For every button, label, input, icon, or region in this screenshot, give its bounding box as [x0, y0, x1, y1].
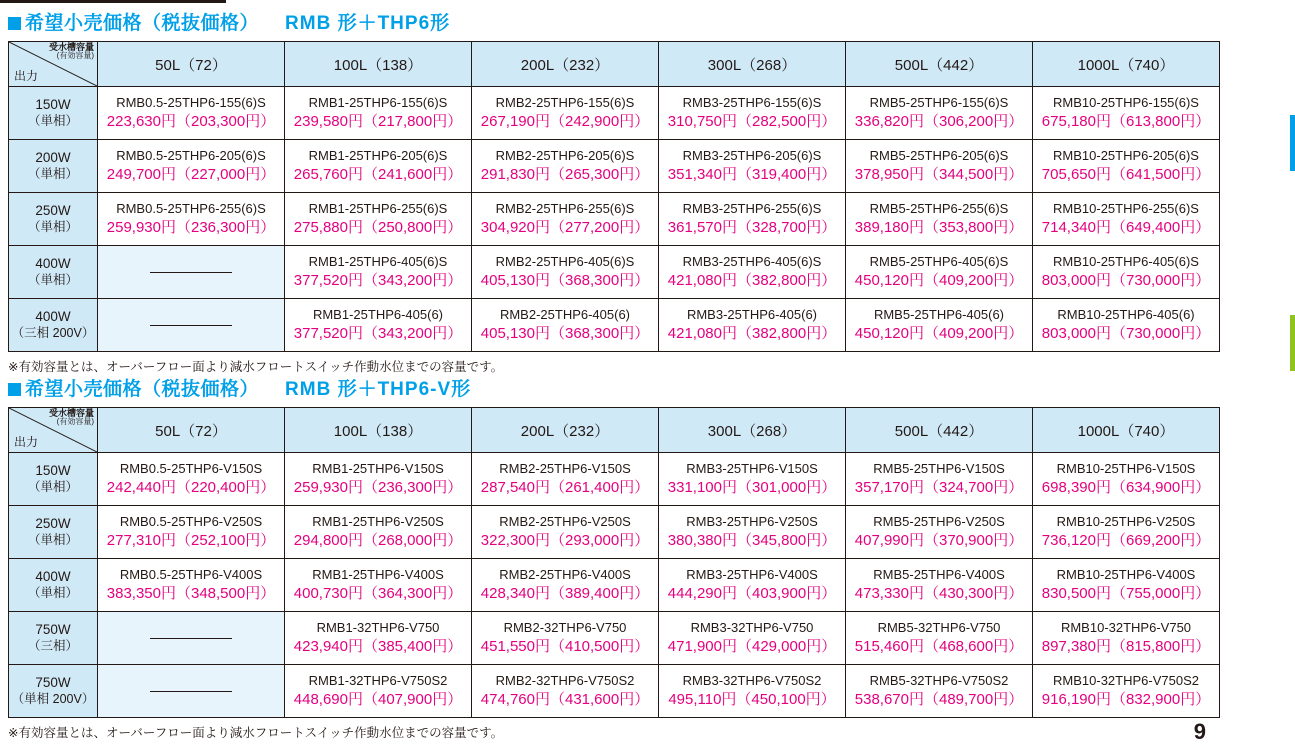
- price-cell: [1033, 612, 1220, 665]
- price-cell: [659, 140, 846, 193]
- price-cell: [98, 193, 285, 246]
- price-value: 405,130円（368,300円）: [480, 271, 650, 289]
- price-cell: [846, 453, 1033, 506]
- price-cell: [846, 87, 1033, 140]
- model-code: RMB0.5-25THP6-155(6)S: [116, 94, 266, 110]
- price-cell-empty: [98, 612, 285, 665]
- price-value: 736,120円（669,200円）: [1041, 531, 1211, 549]
- model-code: RMB5-25THP6-155(6)S: [869, 94, 1009, 110]
- price-value: 267,190円（242,900円）: [480, 112, 650, 130]
- price-cell: [846, 612, 1033, 665]
- price-cell: [846, 140, 1033, 193]
- model-code: RMB1-25THP6-V400S: [312, 566, 444, 582]
- price-cell: [472, 246, 659, 299]
- model-code: RMB5-25THP6-405(6)S: [869, 253, 1009, 269]
- price-cell: [285, 299, 472, 352]
- price-cell: [98, 140, 285, 193]
- model-code: RMB0.5-25THP6-V150S: [119, 460, 263, 476]
- price-cell-empty: [98, 299, 285, 352]
- table-row: [9, 87, 1220, 140]
- row-header-line2: （三相）: [27, 638, 78, 653]
- price-value: 389,180円（353,800円）: [854, 218, 1024, 236]
- table-row: [9, 193, 1220, 246]
- price-value: 383,350円（348,500円）: [106, 584, 276, 602]
- price-cell: [285, 193, 472, 246]
- footnote: ※有効容量とは、オーバーフロー面より減水フロートスイッチ作動水位までの容量です。: [8, 360, 504, 374]
- price-cell: [98, 559, 285, 612]
- table-row: [9, 246, 1220, 299]
- row-header-line1: 250W: [35, 515, 71, 531]
- price-cell: [846, 506, 1033, 559]
- model-code: RMB2-32THP6-V750: [503, 619, 627, 635]
- column-header: 50L（72）: [98, 42, 285, 87]
- table-body: [9, 87, 1220, 352]
- row-header: [9, 612, 98, 665]
- row-header: [9, 246, 98, 299]
- row-header-line1: 150W: [35, 96, 71, 112]
- model-code: RMB10-25THP6-405(6)S: [1053, 253, 1199, 269]
- row-header-line1: 200W: [35, 149, 71, 165]
- square-bullet-icon: [8, 383, 21, 396]
- corner-header-cell: [9, 408, 98, 453]
- price-cell: [1033, 140, 1220, 193]
- model-code: RMB10-25THP6-155(6)S: [1053, 94, 1199, 110]
- price-value: 277,310円（252,100円）: [106, 531, 276, 549]
- price-value: 265,760円（241,600円）: [293, 165, 463, 183]
- not-available-dash: [150, 272, 232, 273]
- section-subtitle: RMB 形＋THP6形: [285, 13, 451, 34]
- section-header: [8, 374, 1220, 401]
- price-value: 259,930円（236,300円）: [293, 478, 463, 496]
- price-cell: [846, 246, 1033, 299]
- model-code: RMB2-25THP6-155(6)S: [495, 94, 635, 110]
- price-value: 473,330円（430,300円）: [854, 584, 1024, 602]
- corner-top-line2: (有効容量): [56, 417, 94, 427]
- edge-mark-blue: [1290, 115, 1295, 171]
- price-value: 538,670円（489,700円）: [854, 690, 1024, 708]
- price-cell: [1033, 506, 1220, 559]
- model-code: RMB5-32THP6-V750S2: [869, 672, 1009, 688]
- model-code: RMB3-32THP6-V750S2: [682, 672, 822, 688]
- price-cell: [472, 665, 659, 718]
- price-cell: [659, 506, 846, 559]
- not-available-dash: [150, 325, 232, 326]
- row-header-line1: 750W: [35, 674, 71, 690]
- model-code: RMB10-25THP6-V150S: [1056, 460, 1196, 476]
- price-cell-empty: [98, 246, 285, 299]
- model-code: RMB10-25THP6-405(6): [1057, 306, 1195, 322]
- price-cell: [285, 87, 472, 140]
- not-available-dash: [150, 638, 232, 639]
- model-code: RMB10-25THP6-255(6)S: [1053, 200, 1199, 216]
- price-table-thp6: [8, 41, 1220, 352]
- price-value: 803,000円（730,000円）: [1041, 271, 1211, 289]
- corner-top-caption: [49, 43, 94, 61]
- not-available-dash: [150, 691, 232, 692]
- column-header: 100L（138）: [285, 42, 472, 87]
- model-code: RMB3-25THP6-255(6)S: [682, 200, 822, 216]
- corner-top-line2: (有効容量): [56, 51, 94, 61]
- price-value: 714,340円（649,400円）: [1041, 218, 1211, 236]
- table-header: [9, 42, 1220, 87]
- model-code: RMB1-25THP6-V250S: [312, 513, 444, 529]
- price-cell: [1033, 453, 1220, 506]
- price-cell: [659, 246, 846, 299]
- price-value: 405,130円（368,300円）: [480, 324, 650, 342]
- price-value: 423,940円（385,400円）: [293, 637, 463, 655]
- model-code: RMB5-25THP6-405(6): [873, 306, 1005, 322]
- price-value: 304,920円（277,200円）: [480, 218, 650, 236]
- row-header: [9, 559, 98, 612]
- price-value: 897,380円（815,800円）: [1041, 637, 1211, 655]
- price-cell: [846, 299, 1033, 352]
- model-code: RMB0.5-25THP6-255(6)S: [116, 200, 266, 216]
- corner-top-caption: [49, 409, 94, 427]
- price-cell: [472, 559, 659, 612]
- price-value: 705,650円（641,500円）: [1041, 165, 1211, 183]
- row-header: [9, 193, 98, 246]
- row-header-line2: （単相）: [27, 113, 78, 128]
- price-cell: [285, 665, 472, 718]
- table-row: [9, 612, 1220, 665]
- price-cell: [472, 87, 659, 140]
- model-code: RMB1-32THP6-V750S2: [308, 672, 448, 688]
- price-value: 803,000円（730,000円）: [1041, 324, 1211, 342]
- model-code: RMB3-25THP6-V250S: [686, 513, 818, 529]
- table-row: [9, 665, 1220, 718]
- model-code: RMB10-32THP6-V750: [1060, 619, 1192, 635]
- corner-bottom-caption: 出力: [14, 69, 39, 83]
- row-header-line1: 400W: [35, 568, 71, 584]
- top-rule: [0, 0, 226, 3]
- model-code: RMB1-25THP6-V150S: [312, 460, 444, 476]
- price-value: 698,390円（634,900円）: [1041, 478, 1211, 496]
- price-cell: [472, 506, 659, 559]
- table-body: [9, 453, 1220, 718]
- footnote: ※有効容量とは、オーバーフロー面より減水フロートスイッチ作動水位までの容量です。: [8, 726, 504, 740]
- model-code: RMB0.5-25THP6-205(6)S: [116, 147, 266, 163]
- model-code: RMB2-25THP6-405(6): [499, 306, 631, 322]
- price-value: 291,830円（265,300円）: [480, 165, 650, 183]
- row-header-line2: （単相 200V）: [11, 691, 95, 706]
- price-value: 495,110円（450,100円）: [668, 690, 836, 708]
- section-title: 希望小売価格（税抜価格）: [25, 13, 260, 34]
- price-cell: [846, 193, 1033, 246]
- price-cell: [285, 559, 472, 612]
- model-code: RMB2-25THP6-V400S: [499, 566, 631, 582]
- row-header: [9, 87, 98, 140]
- price-cell: [285, 506, 472, 559]
- row-header: [9, 665, 98, 718]
- model-code: RMB5-25THP6-V150S: [873, 460, 1005, 476]
- price-value: 450,120円（409,200円）: [854, 271, 1024, 289]
- corner-top-line1: 受水槽容量: [48, 42, 94, 52]
- row-header-line1: 150W: [35, 462, 71, 478]
- price-value: 377,520円（343,200円）: [293, 324, 463, 342]
- section-header: [8, 8, 1220, 35]
- price-value: 448,690円（407,900円）: [293, 690, 463, 708]
- model-code: RMB1-25THP6-405(6)S: [308, 253, 448, 269]
- model-code: RMB10-32THP6-V750S2: [1053, 672, 1199, 688]
- corner-bottom-caption: 出力: [14, 435, 39, 449]
- price-value: 223,630円（203,300円）: [106, 112, 276, 130]
- corner-header-cell: [9, 42, 98, 87]
- price-cell: [1033, 665, 1220, 718]
- price-value: 294,800円（268,000円）: [293, 531, 463, 549]
- price-cell: [285, 140, 472, 193]
- price-cell: [1033, 87, 1220, 140]
- column-header: 1000L（740）: [1033, 42, 1220, 87]
- price-cell: [659, 612, 846, 665]
- section-thp6: [8, 8, 1220, 375]
- row-header-line1: 400W: [35, 308, 71, 324]
- header-row: [9, 42, 1220, 87]
- row-header-line2: （単相）: [27, 532, 78, 547]
- price-value: 444,290円（403,900円）: [667, 584, 837, 602]
- model-code: RMB3-25THP6-V400S: [686, 566, 818, 582]
- model-code: RMB0.5-25THP6-V400S: [119, 566, 263, 582]
- square-bullet-icon: [8, 17, 21, 30]
- row-header: [9, 506, 98, 559]
- price-value: 451,550円（410,500円）: [480, 637, 650, 655]
- price-value: 675,180円（613,800円）: [1041, 112, 1211, 130]
- model-code: RMB5-25THP6-V400S: [873, 566, 1005, 582]
- price-value: 515,460円（468,600円）: [854, 637, 1024, 655]
- price-cell: [472, 612, 659, 665]
- price-value: 450,120円（409,200円）: [854, 324, 1024, 342]
- price-value: 407,990円（370,900円）: [854, 531, 1024, 549]
- page-number: 9: [1193, 719, 1206, 744]
- price-cell: [659, 453, 846, 506]
- price-value: 310,750円（282,500円）: [667, 112, 837, 130]
- price-cell: [472, 193, 659, 246]
- model-code: RMB1-25THP6-405(6): [312, 306, 444, 322]
- table-row: [9, 140, 1220, 193]
- row-header-line2: （単相）: [27, 479, 78, 494]
- row-header-line1: 250W: [35, 202, 71, 218]
- model-code: RMB1-25THP6-205(6)S: [308, 147, 448, 163]
- row-header: [9, 299, 98, 352]
- model-code: RMB3-25THP6-205(6)S: [682, 147, 822, 163]
- model-code: RMB5-25THP6-V250S: [873, 513, 1005, 529]
- price-value: 275,880円（250,800円）: [293, 218, 463, 236]
- column-header: 200L（232）: [472, 42, 659, 87]
- model-code: RMB2-25THP6-255(6)S: [495, 200, 635, 216]
- price-value: 830,500円（755,000円）: [1041, 584, 1211, 602]
- section-thp6-v: [8, 374, 1220, 744]
- price-cell: [659, 665, 846, 718]
- header-row: [9, 408, 1220, 453]
- model-code: RMB2-25THP6-V150S: [499, 460, 631, 476]
- table-row: [9, 453, 1220, 506]
- row-header: [9, 140, 98, 193]
- price-value: 259,930円（236,300円）: [106, 218, 276, 236]
- price-cell: [472, 299, 659, 352]
- model-code: RMB3-25THP6-155(6)S: [682, 94, 822, 110]
- row-header-line2: （単相）: [27, 219, 78, 234]
- price-cell: [846, 559, 1033, 612]
- price-value: 249,700円（227,000円）: [106, 165, 276, 183]
- model-code: RMB3-32THP6-V750: [690, 619, 814, 635]
- price-cell: [1033, 193, 1220, 246]
- price-cell: [1033, 299, 1220, 352]
- price-cell: [846, 665, 1033, 718]
- column-header: 1000L（740）: [1033, 408, 1220, 453]
- price-value: 400,730円（364,300円）: [293, 584, 463, 602]
- model-code: RMB5-32THP6-V750: [877, 619, 1001, 635]
- price-value: 474,760円（431,600円）: [480, 690, 650, 708]
- price-value: 421,080円（382,800円）: [667, 271, 837, 289]
- table-row: [9, 506, 1220, 559]
- price-value: 380,380円（345,800円）: [667, 531, 837, 549]
- row-header-line2: （単相）: [27, 166, 78, 181]
- price-value: 331,100円（301,000円）: [667, 478, 837, 496]
- column-header: 300L（268）: [659, 408, 846, 453]
- row-header-line1: 400W: [35, 255, 71, 271]
- price-cell: [659, 193, 846, 246]
- price-value: 322,300円（293,000円）: [480, 531, 650, 549]
- price-cell: [472, 453, 659, 506]
- model-code: RMB3-25THP6-405(6)S: [682, 253, 822, 269]
- model-code: RMB10-25THP6-V400S: [1056, 566, 1196, 582]
- model-code: RMB2-32THP6-V750S2: [495, 672, 635, 688]
- price-cell: [98, 87, 285, 140]
- price-value: 336,820円（306,200円）: [854, 112, 1024, 130]
- model-code: RMB5-25THP6-255(6)S: [869, 200, 1009, 216]
- price-value: 361,570円（328,700円）: [667, 218, 837, 236]
- section-title: 希望小売価格（税抜価格）: [25, 379, 260, 400]
- section-subtitle: RMB 形＋THP6-V形: [285, 379, 472, 400]
- table-header: [9, 408, 1220, 453]
- price-value: 378,950円（344,500円）: [854, 165, 1024, 183]
- model-code: RMB2-25THP6-205(6)S: [495, 147, 635, 163]
- price-cell: [1033, 559, 1220, 612]
- price-cell: [98, 506, 285, 559]
- price-cell: [285, 246, 472, 299]
- price-cell: [659, 87, 846, 140]
- model-code: RMB3-25THP6-V150S: [686, 460, 818, 476]
- price-value: 421,080円（382,800円）: [667, 324, 837, 342]
- column-header: 100L（138）: [285, 408, 472, 453]
- price-value: 428,340円（389,400円）: [480, 584, 650, 602]
- edge-mark-green: [1290, 315, 1295, 371]
- price-value: 242,440円（220,400円）: [106, 478, 276, 496]
- price-value: 471,900円（429,000円）: [667, 637, 837, 655]
- model-code: RMB10-25THP6-V250S: [1056, 513, 1196, 529]
- corner-top-line1: 受水槽容量: [48, 408, 94, 418]
- column-header: 500L（442）: [846, 408, 1033, 453]
- price-value: 377,520円（343,200円）: [293, 271, 463, 289]
- table-row: [9, 299, 1220, 352]
- model-code: RMB1-25THP6-155(6)S: [308, 94, 448, 110]
- price-cell: [285, 453, 472, 506]
- column-header: 500L（442）: [846, 42, 1033, 87]
- price-cell: [1033, 246, 1220, 299]
- price-value: 239,580円（217,800円）: [293, 112, 463, 130]
- price-value: 351,340円（319,400円）: [667, 165, 837, 183]
- price-table-thp6-v: [8, 407, 1220, 718]
- price-cell: [98, 453, 285, 506]
- model-code: RMB2-25THP6-405(6)S: [495, 253, 635, 269]
- price-cell: [285, 612, 472, 665]
- column-header: 300L（268）: [659, 42, 846, 87]
- row-header-line1: 750W: [35, 621, 71, 637]
- price-cell: [472, 140, 659, 193]
- price-value: 357,170円（324,700円）: [854, 478, 1024, 496]
- model-code: RMB2-25THP6-V250S: [499, 513, 631, 529]
- price-value: 916,190円（832,900円）: [1041, 690, 1211, 708]
- row-header-line2: （三相 200V）: [11, 325, 95, 340]
- model-code: RMB1-25THP6-255(6)S: [308, 200, 448, 216]
- model-code: RMB5-25THP6-205(6)S: [869, 147, 1009, 163]
- model-code: RMB0.5-25THP6-V250S: [119, 513, 263, 529]
- column-header: 50L（72）: [98, 408, 285, 453]
- price-cell: [659, 559, 846, 612]
- model-code: RMB3-25THP6-405(6): [686, 306, 818, 322]
- row-header-line2: （単相）: [27, 585, 78, 600]
- price-cell: [659, 299, 846, 352]
- column-header: 200L（232）: [472, 408, 659, 453]
- row-header-line2: （単相）: [27, 272, 78, 287]
- row-header: [9, 453, 98, 506]
- model-code: RMB10-25THP6-205(6)S: [1053, 147, 1199, 163]
- model-code: RMB1-32THP6-V750: [316, 619, 440, 635]
- price-cell-empty: [98, 665, 285, 718]
- table-row: [9, 559, 1220, 612]
- price-value: 287,540円（261,400円）: [480, 478, 650, 496]
